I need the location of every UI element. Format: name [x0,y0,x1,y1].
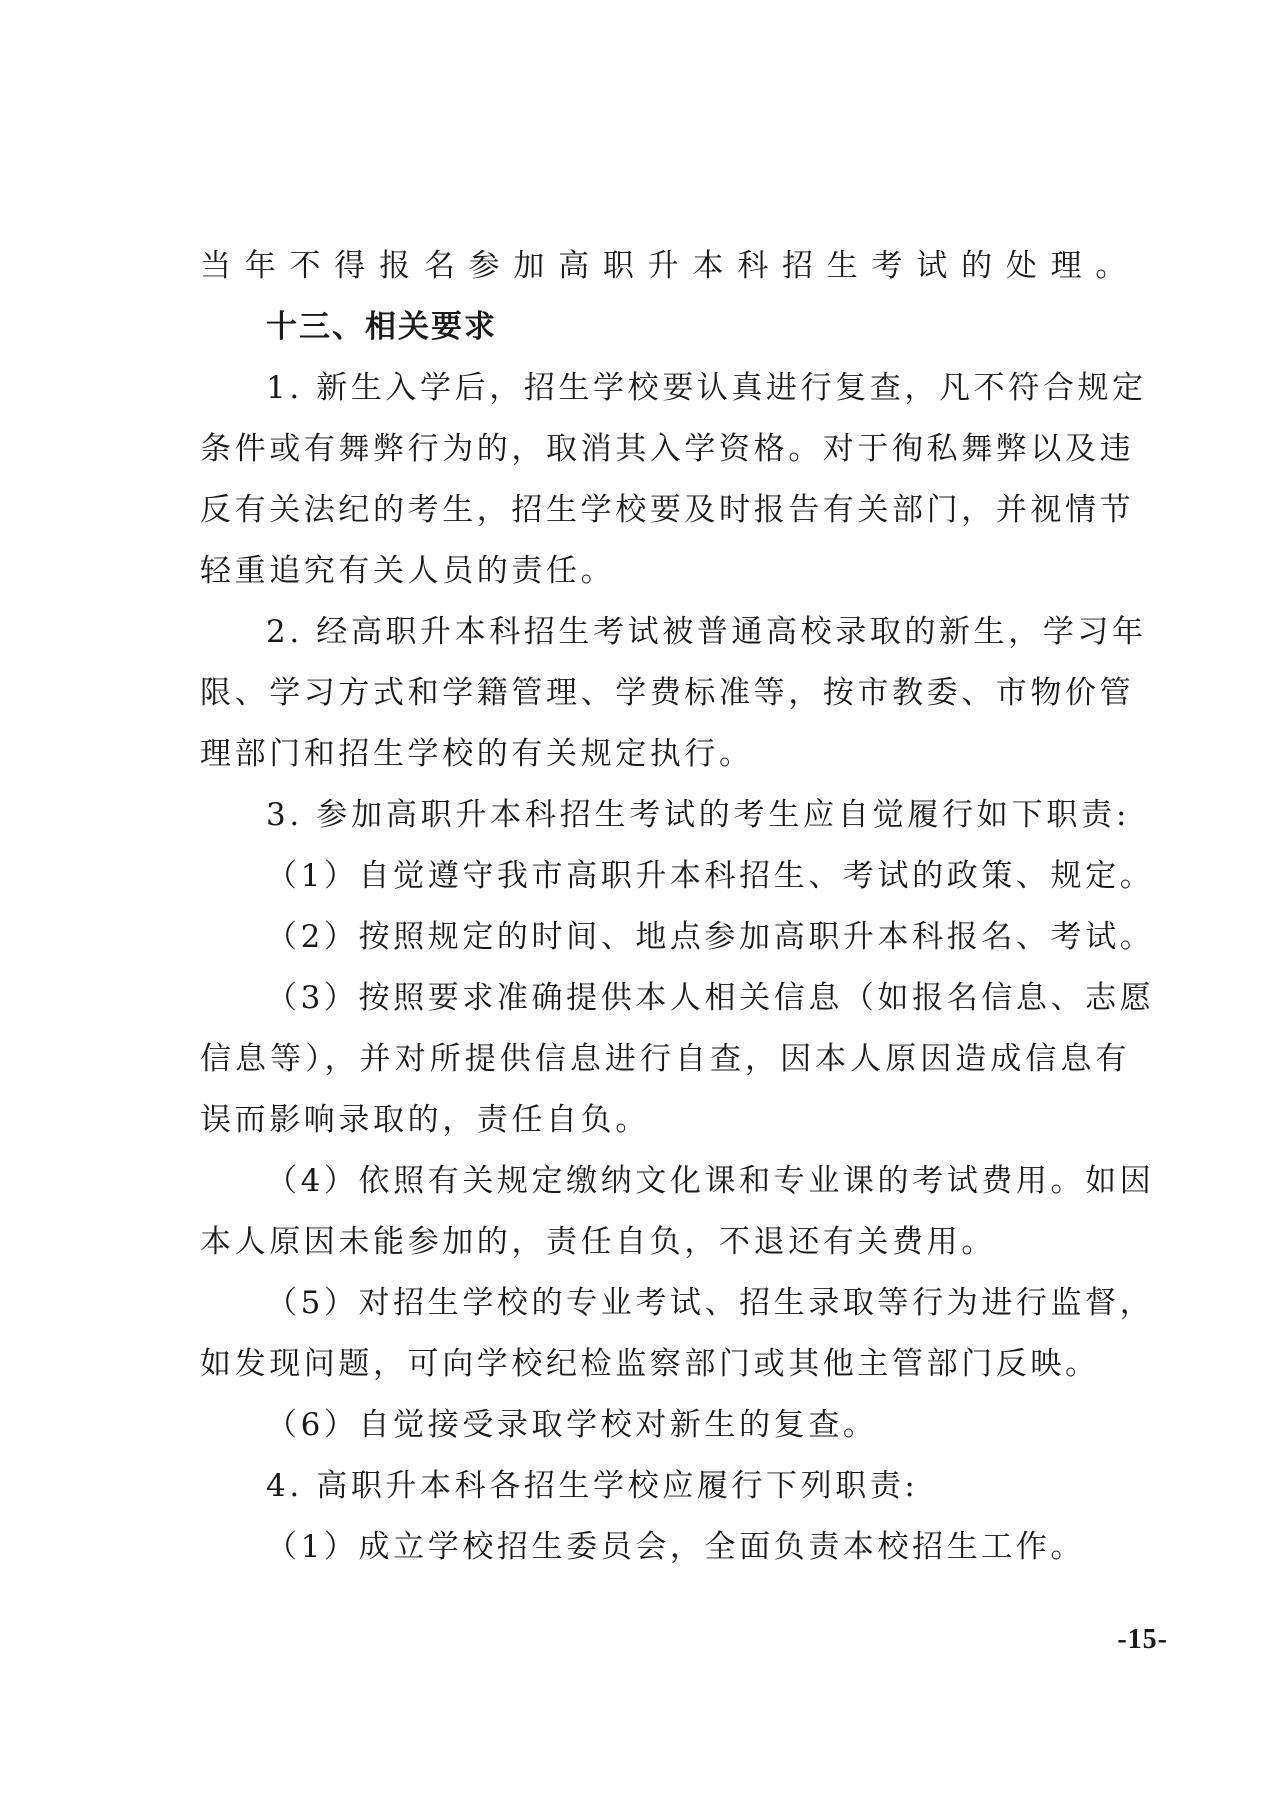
text-line: （3）按照要求准确提供本人相关信息（如报名信息、志愿 [266,980,1155,1016]
text-line: 理部门和招生学校的有关规定执行。 [200,736,754,772]
text-line: 3. 参加高职升本科招生考试的考生应自觉履行如下职责: [266,797,1130,833]
text-line: （5）对招生学校的专业考试、招生录取等行为进行监督， [266,1285,1155,1321]
section-heading: 十三、相关要求 [266,309,497,345]
text-line: （4）依照有关规定缴纳文化课和专业课的考试费用。如因 [266,1163,1155,1199]
text-line: 限、学习方式和学籍管理、学费标准等，按市教委、市物价管 [200,675,1135,711]
text-line: 如发现问题，可向学校纪检监察部门或其他主管部门反映。 [200,1346,1100,1382]
text-line: 本人原因未能参加的，责任自负，不退还有关费用。 [200,1224,996,1260]
text-line: 当年不得报名参加高职升本科招生考试的处理。 [200,248,1130,284]
text-line: 误而影响录取的，责任自负。 [200,1102,650,1138]
text-line: （1）自觉遵守我市高职升本科招生、考试的政策、规定。 [266,858,1155,894]
text-line: 4. 高职升本科各招生学校应履行下列职责: [266,1468,919,1504]
document-body [200,236,1155,1578]
text-line: 1. 新生入学后，招生学校要认真进行复查，凡不符合规定 [266,370,1147,406]
text-line: 反有关法纪的考生，招生学校要及时报告有关部门，并视情节 [200,492,1135,528]
text-line: 轻重追究有关人员的责任。 [200,553,616,589]
text-line: 信息等），并对所提供信息进行自查，因本人原因造成信息有 [200,1041,1130,1077]
page-number: -15- [1117,1624,1168,1655]
text-line: （2）按照规定的时间、地点参加高职升本科报名、考试。 [266,919,1155,955]
text-line: （1）成立学校招生委员会，全面负责本校招生工作。 [266,1529,1086,1565]
text-line: 2. 经高职升本科招生考试被普通高校录取的新生，学习年 [266,614,1147,650]
text-line: （6）自觉接受录取学校对新生的复查。 [266,1407,878,1443]
text-line: 条件或有舞弊行为的，取消其入学资格。对于徇私舞弊以及违 [200,431,1135,467]
